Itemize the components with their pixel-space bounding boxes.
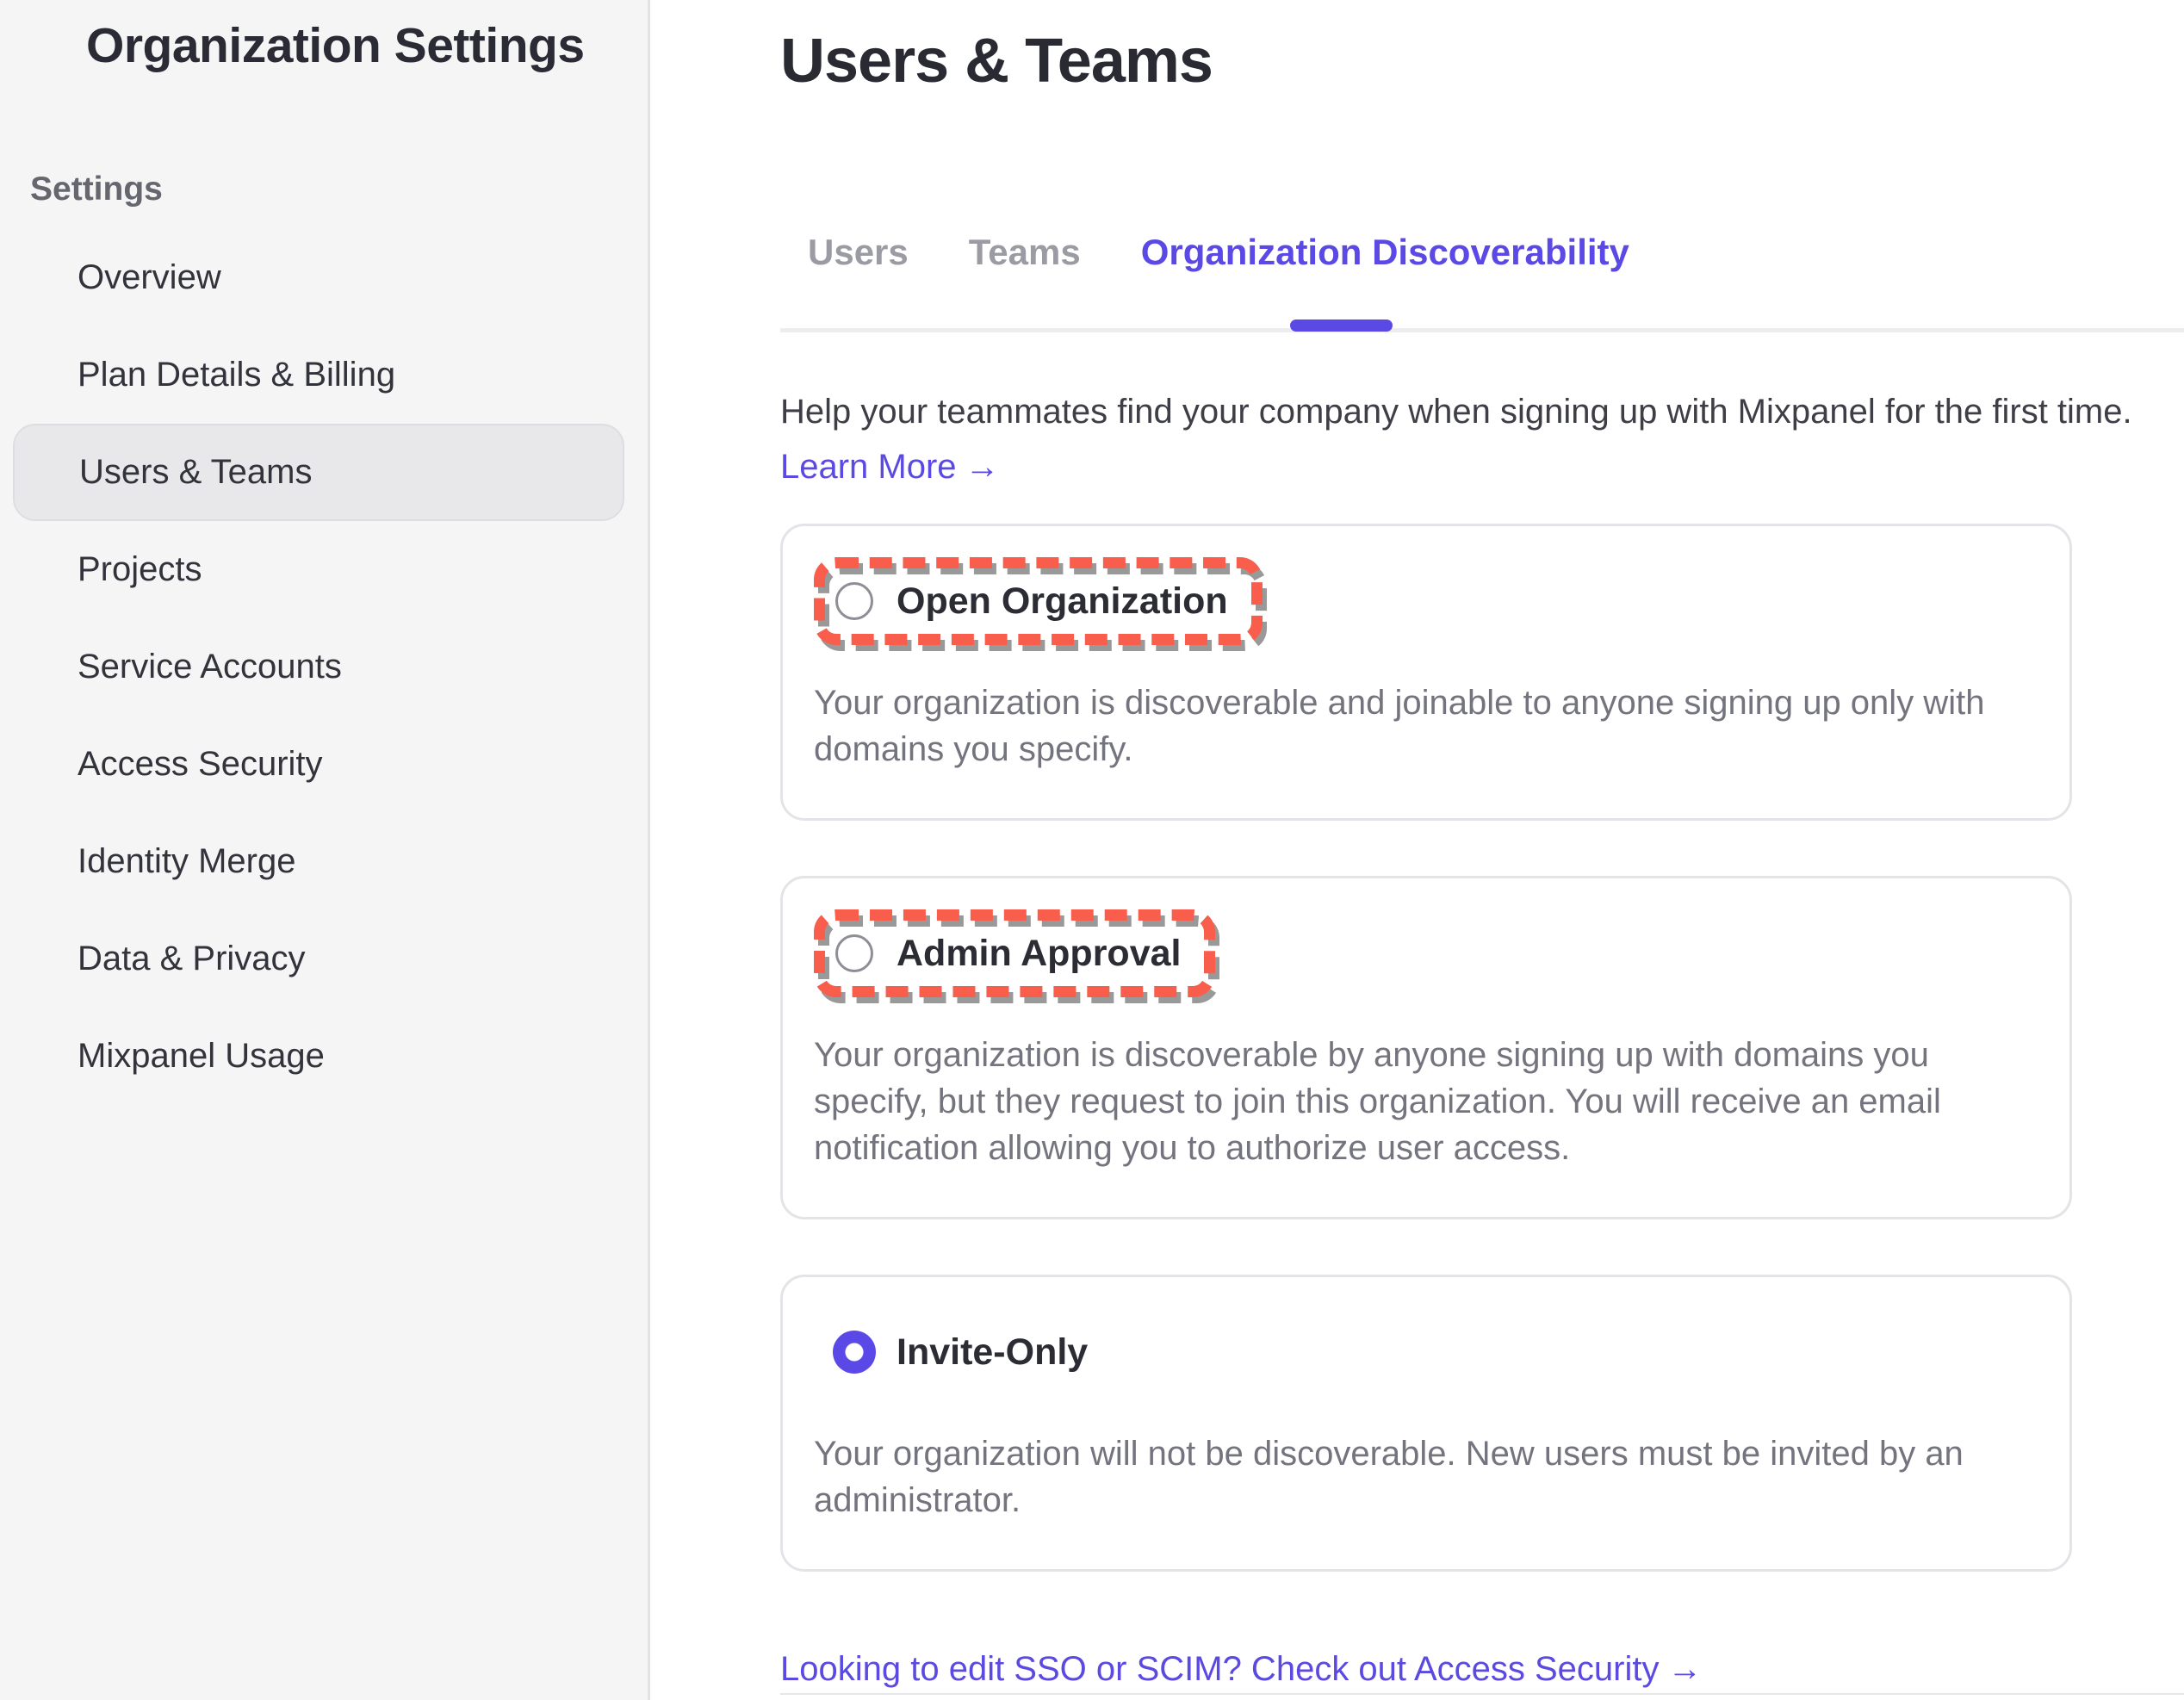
access-security-link[interactable]	[780, 1650, 1702, 1689]
option-card-invite-only	[780, 1275, 2072, 1572]
option-description-open-organization: Your organization is discoverable and joinable to anyone signing up only with domains you specify.	[814, 684, 1985, 768]
sidebar-title: Organization Settings	[86, 18, 585, 73]
page-title: Users & Teams	[780, 27, 1213, 96]
option-description-admin-approval: Your organization is discoverable by anyone signing up with domains you specify, but they request to join this organization. You will receive an email notification allowing you to authorize user access.	[814, 1036, 1941, 1167]
main-content	[653, 0, 2184, 1700]
sidebar-item-identity-merge[interactable]: Identity Merge	[78, 842, 296, 880]
tab-organization-discoverability[interactable]: Organization Discoverability	[1140, 232, 1629, 272]
radio-invite-only[interactable]	[833, 1331, 876, 1374]
option-label-open-organization: Open Organization	[897, 580, 1228, 622]
sidebar-item-overview[interactable]: Overview	[78, 258, 221, 296]
footer-link-row	[780, 1650, 1702, 1689]
learn-more-label: Learn More	[780, 448, 957, 486]
option-description-invite-only: Your organization will not be discoverable. New users must be invited by an administrator.	[814, 1435, 1964, 1519]
option-open-organization[interactable]	[814, 557, 1263, 645]
option-card-open-organization	[780, 524, 2072, 821]
tab-bar	[808, 234, 1629, 270]
learn-more-link[interactable]	[780, 448, 1000, 487]
option-card-admin-approval	[780, 876, 2072, 1219]
intro-block	[780, 389, 2132, 487]
bottom-divider	[780, 1693, 2184, 1695]
sidebar-item-access-security[interactable]: Access Security	[78, 745, 323, 783]
arrow-right-icon: →	[965, 448, 1000, 486]
arrow-right-icon: →	[1667, 1650, 1703, 1688]
sidebar-item-data-privacy[interactable]: Data & Privacy	[78, 940, 306, 977]
sidebar-item-users-teams[interactable]: Users & Teams	[13, 424, 624, 521]
option-label-invite-only: Invite-Only	[897, 1331, 1089, 1373]
tab-users[interactable]: Users	[808, 232, 909, 272]
access-security-link-label: Looking to edit SSO or SCIM? Check out Access Security	[780, 1650, 1660, 1688]
intro-text: Help your teammates find your company when signing up with Mixpanel for the first time.	[780, 393, 2132, 431]
sidebar-item-projects[interactable]: Projects	[78, 550, 202, 588]
active-tab-indicator	[1290, 320, 1393, 332]
sidebar-item-service-accounts[interactable]: Service Accounts	[78, 648, 342, 686]
radio-admin-approval[interactable]	[835, 934, 873, 972]
tab-divider	[780, 328, 2184, 332]
option-label-admin-approval: Admin Approval	[897, 932, 1182, 974]
tab-teams[interactable]: Teams	[968, 232, 1081, 272]
settings-section-label: Settings	[30, 171, 163, 208]
sidebar-item-plan-details-billing[interactable]: Plan Details & Billing	[78, 356, 396, 394]
sidebar-item-mixpanel-usage[interactable]: Mixpanel Usage	[78, 1037, 325, 1075]
option-invite-only[interactable]	[814, 1308, 1122, 1396]
sidebar-nav	[0, 229, 648, 1105]
discoverability-options	[780, 524, 2072, 1572]
sidebar	[0, 0, 650, 1700]
option-admin-approval[interactable]	[814, 909, 1215, 997]
radio-open-organization[interactable]	[835, 582, 873, 620]
